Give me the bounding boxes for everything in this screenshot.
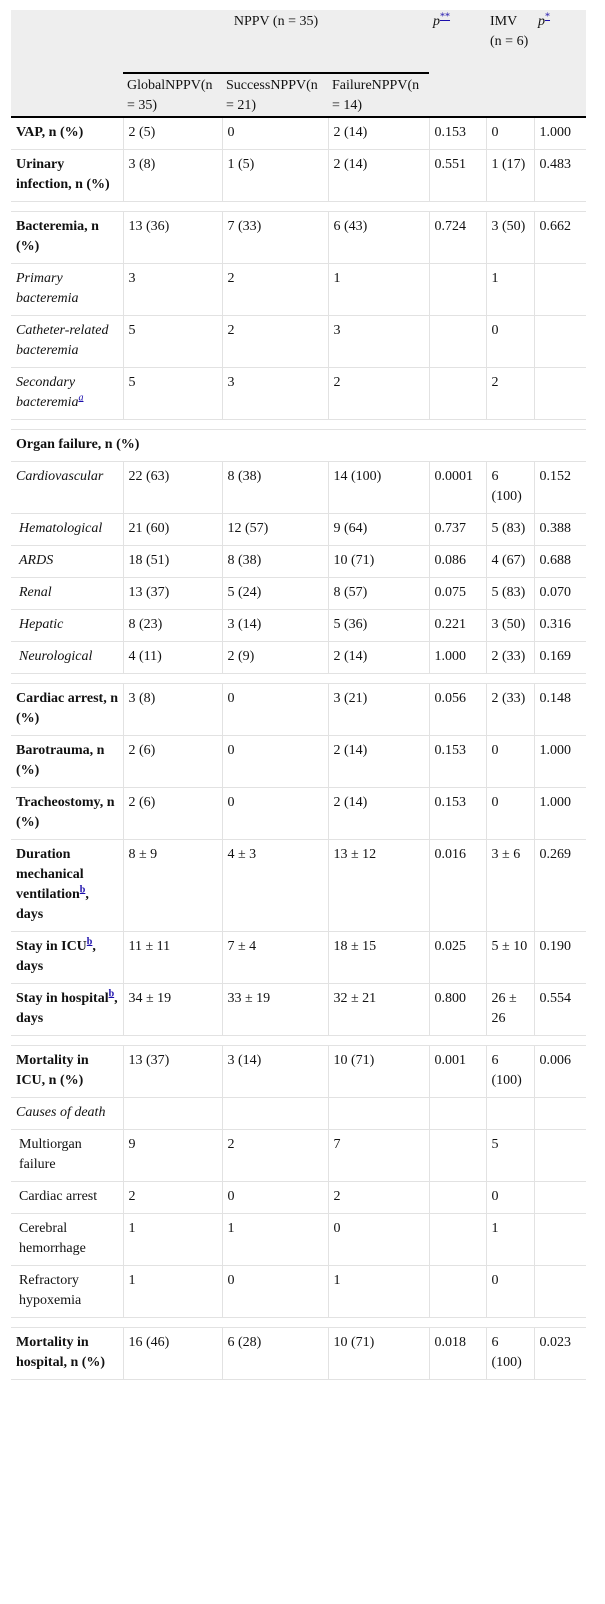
row-tracheostomy [11, 788, 586, 840]
cell-p: 0.800 [429, 984, 486, 1036]
cell-p-imv: 1.000 [534, 736, 586, 788]
cell-p [429, 1266, 486, 1318]
cell-global: 13 (36) [123, 212, 222, 264]
cell-success: 0 [222, 684, 328, 736]
cell-p-imv: 0.388 [534, 514, 586, 546]
cell-p: 0.153 [429, 788, 486, 840]
cell-success: 12 (57) [222, 514, 328, 546]
cell-p-imv: 0.483 [534, 150, 586, 202]
row-label: Secondary bacteremia$^a$ [11, 368, 123, 420]
row-label: Cardiovascular [11, 462, 123, 514]
cell-success: 1 (5) [222, 150, 328, 202]
cell-global: 22 (63) [123, 462, 222, 514]
header-empty [11, 73, 123, 117]
cell-p: 0.153 [429, 117, 486, 150]
row-causes-of-death [11, 1098, 586, 1130]
cell-success: 0 [222, 1182, 328, 1214]
row-multiorgan-failure [11, 1130, 586, 1182]
cell-imv: 6 (100) [486, 1328, 534, 1380]
cell-failure: 0 [328, 1214, 429, 1266]
row-label: ARDS [11, 546, 123, 578]
row-label: Cardiac arrest, n (%) [11, 684, 123, 736]
cell-p-imv: 0.662 [534, 212, 586, 264]
cell-imv: 26 ± 26 [486, 984, 534, 1036]
cell-imv: 0 [486, 1266, 534, 1318]
row-label: Multiorgan failure [11, 1130, 123, 1182]
cell-success: 33 ± 19 [222, 984, 328, 1036]
cell-failure: 18 ± 15 [328, 932, 429, 984]
row-vap [11, 117, 586, 150]
row-renal [11, 578, 586, 610]
row-label: Hematological [11, 514, 123, 546]
cell-failure: 1 [328, 1266, 429, 1318]
cell-failure [328, 1098, 429, 1130]
cell-failure: 2 (14) [328, 736, 429, 788]
cell-global: 1 [123, 1214, 222, 1266]
section-heading: Organ failure, n (%) [11, 430, 586, 462]
cell-failure: 9 (64) [328, 514, 429, 546]
header-empty [429, 73, 486, 117]
cell-global: 2 (6) [123, 736, 222, 788]
row-bacteremia [11, 212, 586, 264]
cell-failure: 8 (57) [328, 578, 429, 610]
cell-p [429, 1182, 486, 1214]
cell-p: 0.724 [429, 212, 486, 264]
cell-p: 0.016 [429, 840, 486, 932]
cell-p: 0.737 [429, 514, 486, 546]
footnote-link-b[interactable]: b [108, 988, 115, 1000]
row-label: Urinary infection, n (%) [11, 150, 123, 202]
row-label: VAP, n (%) [11, 117, 123, 150]
cell-p [429, 316, 486, 368]
header-empty [486, 73, 534, 117]
cell-global: 18 (51) [123, 546, 222, 578]
cell-p: 0.551 [429, 150, 486, 202]
cell-p: 0.025 [429, 932, 486, 984]
cell-p: 0.075 [429, 578, 486, 610]
cell-p: 1.000 [429, 642, 486, 674]
cell-p: 0.153 [429, 736, 486, 788]
row-label: Hepatic [11, 610, 123, 642]
row-hepatic [11, 610, 586, 642]
cell-p-imv: 1.000 [534, 788, 586, 840]
cell-success: 0 [222, 1266, 328, 1318]
row-label: Catheter-related bacteremia [11, 316, 123, 368]
header-p-nppv [429, 10, 486, 73]
cell-p-imv: 0.316 [534, 610, 586, 642]
header-empty [11, 10, 123, 73]
row-label: Mortality in ICU, n (%) [11, 1046, 123, 1098]
row-label: Stay in ICU$^b$, days [11, 932, 123, 984]
cell-p [429, 1214, 486, 1266]
cell-success: 2 [222, 1130, 328, 1182]
cell-success: 7 ± 4 [222, 932, 328, 984]
cell-p-imv: 0.148 [534, 684, 586, 736]
header-row-sub [11, 73, 586, 117]
cell-imv: 3 (50) [486, 610, 534, 642]
row-label: Cardiac arrest [11, 1182, 123, 1214]
row-label: Bacteremia, n (%) [11, 212, 123, 264]
row-label: Mortality in hospital, n (%) [11, 1328, 123, 1380]
row-label: Tracheostomy, n (%) [11, 788, 123, 840]
cell-imv: 3 (50) [486, 212, 534, 264]
cell-p-imv [534, 1098, 586, 1130]
cell-p-imv: 0.006 [534, 1046, 586, 1098]
cell-imv: 0 [486, 117, 534, 150]
cell-global: 2 [123, 1182, 222, 1214]
cell-p [429, 264, 486, 316]
header-nppv: NPPV (n = 35) [123, 10, 429, 73]
header-row-group [11, 10, 586, 73]
cell-p-imv [534, 316, 586, 368]
cell-failure: 2 [328, 368, 429, 420]
row-hematological [11, 514, 586, 546]
row-label: Renal [11, 578, 123, 610]
cell-failure: 13 ± 12 [328, 840, 429, 932]
cell-global: 5 [123, 368, 222, 420]
cell-imv: 1 [486, 1214, 534, 1266]
spacer-row [11, 674, 586, 684]
cell-global: 3 (8) [123, 150, 222, 202]
cell-p-imv: 0.688 [534, 546, 586, 578]
row-barotrauma [11, 736, 586, 788]
cell-imv [486, 1098, 534, 1130]
cell-p [429, 1098, 486, 1130]
row-mortality-hospital [11, 1328, 586, 1380]
row-label: Cerebral hemorrhage [11, 1214, 123, 1266]
cell-failure: 10 (71) [328, 1328, 429, 1380]
row-label: Causes of death [11, 1098, 123, 1130]
row-label: Stay in hospital$^b$, days [11, 984, 123, 1036]
results-table [11, 10, 586, 1380]
cell-imv: 6 (100) [486, 1046, 534, 1098]
cell-global: 21 (60) [123, 514, 222, 546]
header-imv: IMV (n = 6) [486, 10, 534, 73]
cell-global: 8 ± 9 [123, 840, 222, 932]
spacer-row [11, 202, 586, 212]
cell-p [429, 368, 486, 420]
cell-global [123, 1098, 222, 1130]
cell-global: 8 (23) [123, 610, 222, 642]
p-label: p [538, 14, 546, 29]
cell-success: 3 (14) [222, 1046, 328, 1098]
footnote-link-star[interactable]: * [545, 11, 551, 23]
row-urinary [11, 150, 586, 202]
cell-success: 2 (9) [222, 642, 328, 674]
cell-imv: 2 (33) [486, 642, 534, 674]
cell-p-imv [534, 1266, 586, 1318]
row-mortality-icu [11, 1046, 586, 1098]
cell-p: 0.001 [429, 1046, 486, 1098]
cell-success: 3 [222, 368, 328, 420]
spacer-row [11, 420, 586, 430]
cell-p-imv: 0.023 [534, 1328, 586, 1380]
cell-global: 34 ± 19 [123, 984, 222, 1036]
cell-p: 0.0001 [429, 462, 486, 514]
cell-p-imv [534, 368, 586, 420]
cell-global: 13 (37) [123, 1046, 222, 1098]
cell-global: 5 [123, 316, 222, 368]
footnote-link-double-star[interactable]: ** [440, 11, 451, 23]
header-p-imv [534, 10, 586, 73]
cell-p-imv: 0.070 [534, 578, 586, 610]
cell-imv: 1 [486, 264, 534, 316]
cell-failure: 10 (71) [328, 1046, 429, 1098]
cell-imv: 5 ± 10 [486, 932, 534, 984]
cell-imv: 4 (67) [486, 546, 534, 578]
cell-failure: 6 (43) [328, 212, 429, 264]
cell-imv: 2 (33) [486, 684, 534, 736]
row-label: Barotrauma, n (%) [11, 736, 123, 788]
cell-imv: 0 [486, 788, 534, 840]
cell-failure: 5 (36) [328, 610, 429, 642]
row-refractory-hypoxemia [11, 1266, 586, 1318]
cell-failure: 14 (100) [328, 462, 429, 514]
cell-global: 9 [123, 1130, 222, 1182]
cell-p-imv [534, 264, 586, 316]
row-stay-icu [11, 932, 586, 984]
cell-success: 5 (24) [222, 578, 328, 610]
cell-success: 8 (38) [222, 546, 328, 578]
cell-p-imv: 0.269 [534, 840, 586, 932]
row-secondary-bacteremia [11, 368, 586, 420]
footnote-link-a[interactable]: a [78, 392, 84, 404]
row-label: Neurological [11, 642, 123, 674]
cell-p-imv: 0.190 [534, 932, 586, 984]
cell-success: 1 [222, 1214, 328, 1266]
spacer-row [11, 1318, 586, 1328]
header-success: SuccessNPPV(n = 21) [222, 73, 328, 117]
cell-global: 1 [123, 1266, 222, 1318]
cell-failure: 2 (14) [328, 788, 429, 840]
cell-success [222, 1098, 328, 1130]
cell-imv: 0 [486, 316, 534, 368]
cell-failure: 3 (21) [328, 684, 429, 736]
cell-failure: 1 [328, 264, 429, 316]
cell-success: 0 [222, 736, 328, 788]
cell-success: 0 [222, 117, 328, 150]
cell-success: 8 (38) [222, 462, 328, 514]
row-neurological [11, 642, 586, 674]
cell-imv: 3 ± 6 [486, 840, 534, 932]
cell-p-imv: 1.000 [534, 117, 586, 150]
cell-imv: 5 (83) [486, 578, 534, 610]
cell-imv: 6 (100) [486, 462, 534, 514]
row-cardiovascular [11, 462, 586, 514]
header-failure: FailureNPPV(n = 14) [328, 73, 429, 117]
row-cause-cardiac-arrest [11, 1182, 586, 1214]
cell-failure: 32 ± 21 [328, 984, 429, 1036]
cell-imv: 5 (83) [486, 514, 534, 546]
cell-failure: 2 (14) [328, 150, 429, 202]
cell-p: 0.018 [429, 1328, 486, 1380]
spacer-row [11, 1036, 586, 1046]
cell-p: 0.221 [429, 610, 486, 642]
cell-global: 3 (8) [123, 684, 222, 736]
cell-failure: 2 (14) [328, 117, 429, 150]
cell-failure: 7 [328, 1130, 429, 1182]
cell-global: 13 (37) [123, 578, 222, 610]
cell-success: 2 [222, 264, 328, 316]
cell-imv: 0 [486, 736, 534, 788]
cell-global: 3 [123, 264, 222, 316]
row-primary-bacteremia [11, 264, 586, 316]
cell-global: 2 (6) [123, 788, 222, 840]
row-label: Refractory hypoxemia [11, 1266, 123, 1318]
row-duration-ventilation [11, 840, 586, 932]
cell-global: 16 (46) [123, 1328, 222, 1380]
row-ards [11, 546, 586, 578]
cell-global: 4 (11) [123, 642, 222, 674]
header-empty [534, 73, 586, 117]
row-label: Duration mechanical ventilation$^b$, days [11, 840, 123, 932]
cell-p-imv: 0.554 [534, 984, 586, 1036]
p-label: p [433, 14, 441, 29]
header-global: GlobalNPPV(n = 35) [123, 73, 222, 117]
row-label: Primary bacteremia [11, 264, 123, 316]
cell-success: 7 (33) [222, 212, 328, 264]
cell-failure: 3 [328, 316, 429, 368]
footnote-link-b[interactable]: b [79, 884, 86, 896]
cell-success: 3 (14) [222, 610, 328, 642]
cell-success: 0 [222, 788, 328, 840]
cell-imv: 0 [486, 1182, 534, 1214]
footnote-link-b[interactable]: b [86, 936, 93, 948]
cell-imv: 2 [486, 368, 534, 420]
cell-success: 2 [222, 316, 328, 368]
row-cerebral-hemorrhage [11, 1214, 586, 1266]
row-stay-hospital [11, 984, 586, 1036]
cell-p-imv: 0.152 [534, 462, 586, 514]
cell-p-imv [534, 1214, 586, 1266]
cell-p-imv [534, 1182, 586, 1214]
cell-p: 0.086 [429, 546, 486, 578]
cell-success: 4 ± 3 [222, 840, 328, 932]
cell-imv: 1 (17) [486, 150, 534, 202]
row-catheter-bacteremia [11, 316, 586, 368]
cell-p-imv: 0.169 [534, 642, 586, 674]
row-organ-failure-heading [11, 430, 586, 462]
cell-p: 0.056 [429, 684, 486, 736]
cell-global: 11 ± 11 [123, 932, 222, 984]
cell-imv: 5 [486, 1130, 534, 1182]
cell-failure: 2 [328, 1182, 429, 1214]
cell-p-imv [534, 1130, 586, 1182]
cell-p [429, 1130, 486, 1182]
cell-global: 2 (5) [123, 117, 222, 150]
row-cardiac-arrest [11, 684, 586, 736]
cell-failure: 10 (71) [328, 546, 429, 578]
cell-failure: 2 (14) [328, 642, 429, 674]
cell-success: 6 (28) [222, 1328, 328, 1380]
